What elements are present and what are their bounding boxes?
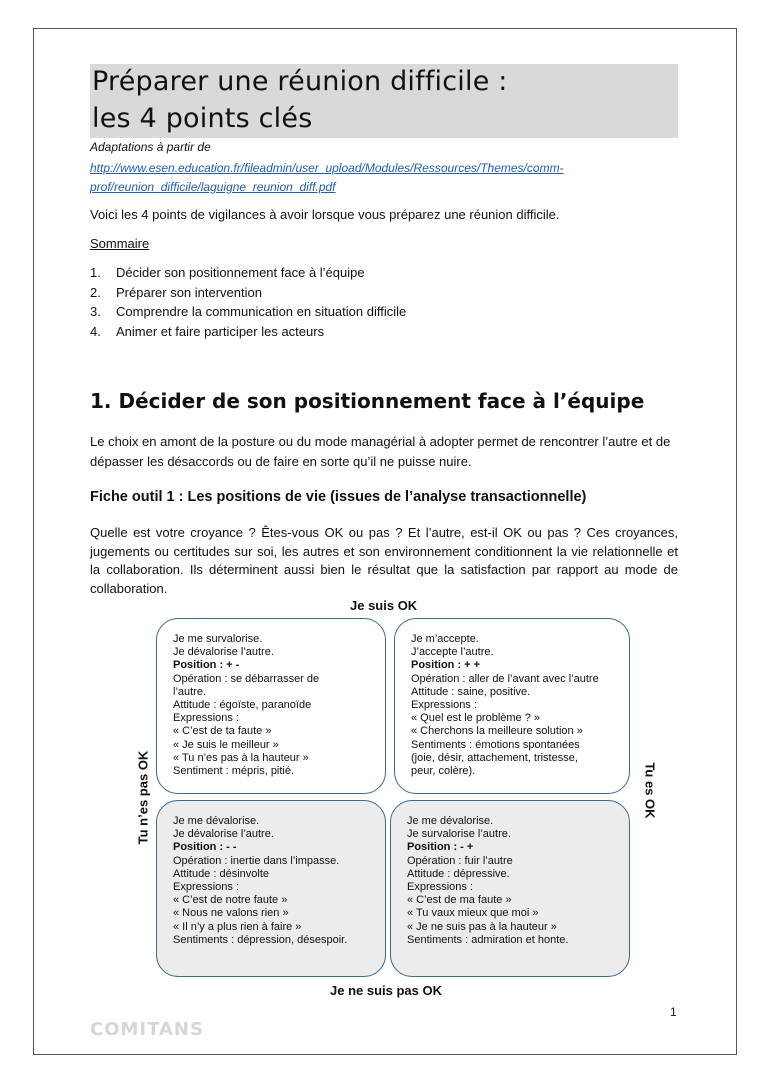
page-title <box>92 63 508 137</box>
quadrant-line: Je m’accepte. <box>411 633 479 645</box>
axis-top-label: Je suis OK <box>350 598 418 613</box>
quadrant-line: l’autre. <box>173 685 207 698</box>
quadrant-line: Expressions : <box>173 712 240 725</box>
quadrant-line: Je me dévalorise. <box>407 815 494 827</box>
list-text: Décider son positionnement face à l’équipe <box>116 265 365 280</box>
quadrant-line: Sentiments : dépression, désespoir. <box>173 933 348 946</box>
quadrant-position: Position : + - <box>173 659 240 672</box>
quadrant-line: « Tu n’es pas à la hauteur » <box>173 751 309 764</box>
section-paragraph: Le choix en amont de la posture ou du mode managérial à adopter permet de rencontrer l’autre et de dépasser les désaccords ou de faire en sorte qu’il ne puisse nuire. <box>90 434 671 469</box>
title-line-2: les 4 points clés <box>92 103 313 134</box>
quadrant-line: « C’est de ta faute » <box>173 725 272 738</box>
list-text: Animer et faire participer les acteurs <box>116 323 325 339</box>
quadrant-line: peur, colère). <box>411 765 476 778</box>
quadrant-line: Opération : aller de l’avant avec l’autre <box>411 672 599 685</box>
quadrant-line: (joie, désir, attachement, tristesse, <box>411 751 578 764</box>
quadrant-line: Opération : fuir l’autre <box>407 854 513 867</box>
quadrant-line: Attitude : dépressive. <box>407 867 510 880</box>
quadrant-line: Je survalorise l’autre. <box>407 828 511 841</box>
quadrant-position: Position : - + <box>407 841 474 854</box>
title-line-1: Préparer une réunion difficile : <box>92 66 508 97</box>
list-number: 1. <box>90 265 101 280</box>
quadrant-line: J’accepte l’autre. <box>411 646 494 659</box>
source-link[interactable]: http://www.esen.education.fr/fileadmin/user_upload/Modules/Ressources/Themes/comm-prof/reunion_difficile/laguigne_reunion_diff.pdf <box>90 161 564 194</box>
quadrant-line: Attitude : désinvolte <box>173 867 270 880</box>
quadrant-line: « Cherchons la meilleure solution » <box>411 725 583 738</box>
quadrant-line: « C’est de ma faute » <box>407 894 512 907</box>
quadrant-line: Sentiments : admiration et honte. <box>407 933 569 946</box>
quadrant-bottom-left <box>156 800 386 977</box>
quadrant-line: Expressions : <box>173 881 240 894</box>
list-text: Comprendre la communication en situation difficile <box>116 304 407 319</box>
quadrant-line: Opération : inertie dans l’impasse. <box>173 854 340 867</box>
quadrant-top-right <box>394 618 630 794</box>
axis-left-label: Tu n’es pas OK <box>135 750 151 845</box>
quadrant-line: « C’est de notre faute » <box>173 894 288 907</box>
quadrant-line: Je dévalorise l’autre. <box>173 646 274 659</box>
sommaire-list <box>90 263 406 341</box>
sommaire-label: Sommaire <box>90 236 150 251</box>
quadrant-line: « Je ne suis pas à la hauteur » <box>407 920 557 933</box>
axis-right-label: Tu es OK <box>642 762 658 819</box>
quadrant-line: « Je suis le meilleur » <box>173 738 279 751</box>
list-text: Préparer son intervention <box>116 284 262 300</box>
list-item <box>90 322 406 342</box>
quadrant-line: « Il n’y a plus rien à faire » <box>173 920 302 933</box>
quadrant-line: « Quel est le problème ? » <box>411 712 541 725</box>
intro-paragraph: Voici les 4 points de vigilances à avoir lorsque vous préparez une réunion difficile. <box>90 207 560 222</box>
quadrant-line: « Nous ne valons rien » <box>173 907 289 920</box>
axis-bottom-label: Je ne suis pas OK <box>330 983 442 998</box>
list-item <box>90 283 406 303</box>
quadrant-line: « Tu vaux mieux que moi » <box>407 907 539 920</box>
adaptations-note: Adaptations à partir de <box>90 140 211 154</box>
quadrant-line: Sentiments : émotions spontanées <box>411 738 580 751</box>
list-item <box>90 263 406 283</box>
page-number: 1 <box>670 1005 677 1019</box>
list-number: 2. <box>90 284 101 300</box>
fiche-paragraph: Quelle est votre croyance ? Êtes-vous OK ou pas ? Et l’autre, est-il OK ou pas ? Ces croyances, jugements ou certitudes sur soi, les autres et son environnement conditionnent la vie relationnelle et la collaboration. Ils déterminent aussi bien le résultat que la satisfaction par rapport au mode de collaboration. <box>90 525 678 596</box>
quadrant-line: Je me survalorise. <box>173 633 263 645</box>
comitans-logo: COMITANS <box>90 1019 204 1040</box>
section-heading: 1. Décider de son positionnement face à l’équipe <box>90 389 645 413</box>
quadrant-line: Expressions : <box>407 881 474 894</box>
fiche-title: Fiche outil 1 : Les positions de vie (issues de l’analyse transactionnelle) <box>90 489 587 505</box>
quadrant-line: Sentiment : mépris, pitié. <box>173 765 295 778</box>
list-item <box>90 302 406 322</box>
quadrant-line: Expressions : <box>411 699 478 712</box>
quadrant-line: Opération : se débarrasser de <box>173 672 320 685</box>
quadrant-position: Position : - - <box>173 841 237 854</box>
quadrant-line: Je me dévalorise. <box>173 815 260 827</box>
quadrant-line: Je dévalorise l’autre. <box>173 828 274 841</box>
list-number: 3. <box>90 304 101 319</box>
quadrant-bottom-right <box>390 800 630 977</box>
quadrant-line: Attitude : égoïste, paranoïde <box>173 699 312 712</box>
quadrant-top-left <box>156 618 386 794</box>
quadrant-line: Attitude : saine, positive. <box>411 685 531 698</box>
list-number: 4. <box>90 323 101 339</box>
quadrant-position: Position : + + <box>411 659 481 672</box>
